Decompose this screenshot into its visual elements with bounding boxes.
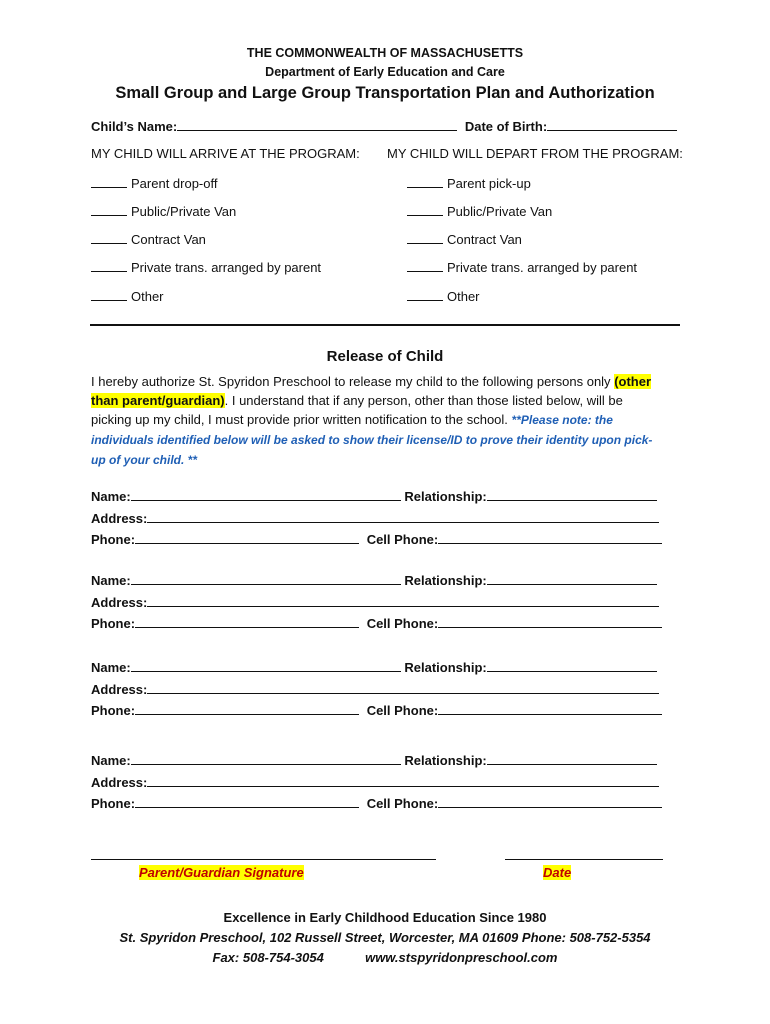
footer-website[interactable]: www.stspyridonpreschool.com [365, 950, 558, 965]
depart-option[interactable]: Other [407, 288, 480, 304]
release-title: Release of Child [326, 348, 444, 365]
footer-contact [0, 950, 770, 965]
contact-relationship-field[interactable] [487, 659, 657, 672]
contact-phone-row: Phone: Cell Phone: [91, 615, 662, 631]
arrive-option[interactable]: Other [91, 288, 164, 304]
contact-name-field[interactable] [131, 572, 401, 585]
signature-line[interactable] [91, 859, 436, 860]
depart-option[interactable]: Parent pick-up [407, 175, 531, 191]
date-label: Date [543, 865, 572, 880]
contact-cell-field[interactable] [438, 795, 662, 808]
state-heading: THE COMMONWEALTH OF MASSACHUSETTS [246, 46, 524, 60]
contact-name-row: Name: Relationship: [91, 659, 657, 675]
contact-relationship-field[interactable] [487, 488, 657, 501]
footer-address: St. Spyridon Preschool, 102 Russell Street, Worcester, MA 01609 Phone: 508-752-5354 [119, 930, 651, 945]
contact-phone-row: Phone: Cell Phone: [91, 702, 662, 718]
contact-name-row: Name: Relationship: [91, 488, 657, 504]
depart-heading: MY CHILD WILL DEPART FROM THE PROGRAM: [387, 146, 683, 161]
contact-name-row: Name: Relationship: [91, 572, 657, 588]
contact-address-row: Address: [91, 681, 659, 697]
contact-address-row: Address: [91, 510, 659, 526]
contact-relationship-field[interactable] [487, 752, 657, 765]
footer-fax: Fax: 508-754-3054 [212, 950, 324, 965]
contact-name-field[interactable] [131, 752, 401, 765]
arrive-heading: MY CHILD WILL ARRIVE AT THE PROGRAM: [91, 146, 360, 161]
form-title: Small Group and Large Group Transportation Plan and Authorization [115, 84, 655, 102]
department-heading: Department of Early Education and Care [265, 65, 505, 79]
date-line[interactable] [505, 859, 663, 860]
contact-cell-field[interactable] [438, 531, 662, 544]
dob-label: Date of Birth: [464, 119, 548, 134]
arrive-option[interactable]: Private trans. arranged by parent [91, 259, 321, 275]
contact-address-field[interactable] [147, 594, 659, 607]
release-text-b: . I understand that if any person, other than those listed below, will be picking up my child, I must provide prior written notification to the school. [91, 393, 623, 427]
contact-phone-field[interactable] [135, 795, 359, 808]
footer-tagline: Excellence in Early Childhood Education Since 1980 [223, 910, 547, 925]
contact-cell-field[interactable] [438, 615, 662, 628]
contact-phone-field[interactable] [135, 702, 359, 715]
contact-phone-field[interactable] [135, 531, 359, 544]
arrive-option[interactable]: Parent drop-off [91, 175, 217, 191]
contact-phone-field[interactable] [135, 615, 359, 628]
contact-address-field[interactable] [147, 681, 659, 694]
contact-relationship-field[interactable] [487, 572, 657, 585]
contact-cell-field[interactable] [438, 702, 662, 715]
arrive-option[interactable]: Contract Van [91, 231, 206, 247]
release-paragraph [91, 372, 666, 470]
child-name-row [91, 118, 677, 134]
release-highlight: (other than parent/guardian) [91, 374, 652, 408]
depart-option[interactable]: Private trans. arranged by parent [407, 259, 637, 275]
contact-address-row: Address: [91, 594, 659, 610]
contact-phone-row: Phone: Cell Phone: [91, 531, 662, 547]
contact-name-field[interactable] [131, 488, 401, 501]
arrive-option[interactable]: Public/Private Van [91, 203, 236, 219]
release-text-a: I hereby authorize St. Spyridon Preschool to release my child to the following persons only [91, 374, 611, 389]
contact-name-row: Name: Relationship: [91, 752, 657, 768]
contact-address-field[interactable] [147, 774, 659, 787]
contact-name-field[interactable] [131, 659, 401, 672]
child-name-label: Child’s Name: [91, 119, 178, 134]
child-name-field[interactable] [177, 118, 457, 131]
contact-address-field[interactable] [147, 510, 659, 523]
depart-option[interactable]: Public/Private Van [407, 203, 552, 219]
contact-phone-row: Phone: Cell Phone: [91, 795, 662, 811]
signature-label: Parent/Guardian Signature [139, 865, 304, 880]
section-divider [90, 324, 680, 326]
dob-field[interactable] [547, 118, 677, 131]
depart-option[interactable]: Contract Van [407, 231, 522, 247]
release-note: **Please note: the individuals identified below will be asked to show their license/ID to prove their identity upon pick-up of your child. ** [91, 413, 653, 467]
contact-address-row: Address: [91, 774, 659, 790]
